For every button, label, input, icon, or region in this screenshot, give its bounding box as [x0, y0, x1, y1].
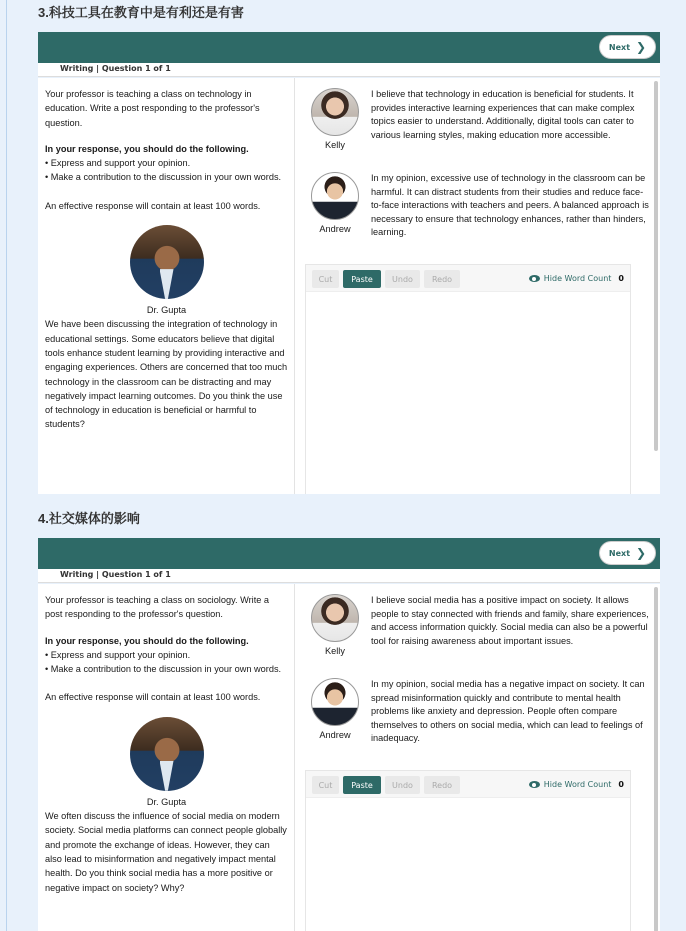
question-panel: [38, 584, 660, 931]
professor-avatar: [130, 717, 204, 791]
avatar: [311, 594, 359, 642]
word-count-toggle[interactable]: [529, 780, 624, 789]
paste-button[interactable]: Paste: [343, 270, 381, 288]
response-editor[interactable]: [305, 264, 631, 494]
header-bar: [38, 32, 660, 63]
question-subheader: [38, 63, 660, 77]
professor-question: We often discuss the influence of social media on modern society. Social media platforms can connect people globally and promote the exchange of ideas. However, they can also lead to misinformation and negatively impact mental health. Do you think social media has a more positive or negative impact on society? Why?: [45, 811, 287, 893]
post-text: In my opinion, social media has a negative impact on society. It can spread misinformation quickly and contribute to mental health problems like anxiety and depression. People often compare themselves to others on social media, which can lead to feelings of inadequacy.: [371, 679, 645, 743]
instructions-heading: In your response, you should do the following.: [45, 635, 249, 646]
student-post: [309, 678, 649, 746]
next-button[interactable]: [599, 541, 656, 565]
redo-button[interactable]: Redo: [424, 776, 460, 794]
student-name: Andrew: [319, 224, 351, 234]
student-name: Andrew: [319, 730, 351, 740]
student-post: [309, 172, 649, 240]
professor-name: Dr. Gupta: [146, 305, 187, 316]
cut-button[interactable]: Cut: [312, 776, 339, 794]
instructions-heading: In your response, you should do the following.: [45, 143, 249, 154]
eye-icon: [529, 275, 540, 282]
word-count-label: Hide Word Count: [543, 274, 612, 283]
section-title: 3.科技工具在教育中是有利还是有害: [38, 5, 244, 20]
word-count-value: 0: [618, 780, 624, 789]
header-bar: [38, 538, 660, 569]
student-post: [309, 594, 649, 656]
word-requirement: An effective response will contain at least 100 words.: [45, 200, 261, 211]
cut-button[interactable]: Cut: [312, 270, 339, 288]
instruction-item: • Express and support your opinion.: [45, 649, 191, 660]
prompt-intro: Your professor is teaching a class on sociology. Write a post responding to the professor's question.: [45, 595, 270, 620]
next-button-label: Next: [608, 548, 631, 558]
response-editor[interactable]: [305, 770, 631, 931]
instruction-item: • Express and support your opinion.: [45, 158, 191, 169]
paste-button[interactable]: Paste: [343, 776, 381, 794]
discussion-column: [305, 78, 660, 494]
word-count-toggle[interactable]: [529, 274, 624, 283]
word-count-label: Hide Word Count: [543, 780, 612, 789]
editor-toolbar: [306, 771, 630, 798]
section-title: 4.社交媒体的影响: [38, 511, 140, 526]
prompt-column: [38, 584, 295, 931]
student-name: Kelly: [325, 140, 345, 150]
scrollbar[interactable]: [654, 81, 658, 451]
chevron-right-icon: ❯: [636, 546, 647, 560]
question-panel: [38, 78, 660, 494]
editor-toolbar: [306, 265, 630, 292]
post-text: I believe that technology in education is beneficial for students. It provides interactive learning experiences that can make complex topics easier to understand. Additionally, digital tools can cater to various learning styles, making education more accessible.: [371, 89, 635, 140]
instruction-item: • Make a contribution to the discussion in your own words.: [45, 172, 282, 183]
next-button-label: Next: [608, 42, 631, 52]
word-requirement: An effective response will contain at least 100 words.: [45, 692, 261, 703]
next-button[interactable]: [599, 35, 656, 59]
redo-button[interactable]: Redo: [424, 270, 460, 288]
scrollbar[interactable]: [654, 587, 658, 931]
instructions-list: [45, 648, 288, 677]
discussion-column: [305, 584, 660, 931]
chevron-right-icon: ❯: [636, 40, 647, 54]
post-text: I believe social media has a positive impact on society. It allows people to stay connected with friends and family, share experiences, and access information quickly. Social media can also be a powerful tool for raising awareness about important issues.: [371, 595, 649, 646]
professor-avatar: [130, 225, 204, 299]
undo-button[interactable]: Undo: [385, 270, 420, 288]
question-label: Writing | Question 1 of 1: [60, 570, 171, 579]
page-left-rule: [6, 0, 7, 931]
word-count-value: 0: [618, 274, 624, 283]
avatar: [311, 678, 359, 726]
avatar: [311, 88, 359, 136]
avatar: [311, 172, 359, 220]
student-post: [309, 88, 649, 150]
post-text: In my opinion, excessive use of technology in the classroom can be harmful. It can distract students from their studies and reduce face-to-face interactions with teachers and peers. A balanced approach is necessary to ensure that technology enhances, rather than hinders, learning.: [371, 173, 649, 237]
instruction-item: • Make a contribution to the discussion in your own words.: [45, 664, 282, 675]
prompt-intro: Your professor is teaching a class on technology in education. Write a post responding to the professor's question.: [45, 89, 260, 128]
question-label: Writing | Question 1 of 1: [60, 64, 171, 73]
eye-icon: [529, 781, 540, 788]
student-name: Kelly: [325, 646, 345, 656]
prompt-column: [38, 78, 295, 494]
undo-button[interactable]: Undo: [385, 776, 420, 794]
professor-name: Dr. Gupta: [146, 796, 187, 807]
professor-question: We have been discussing the integration of technology in educational settings. Some educators believe that digital tools enhance student learning by providing interactive and engaging experiences. Others are concerned that too much technology in the classroom can be distracting and may negatively impact learning outcomes. Do you think the use of technology in education is beneficial or harmful to students?: [45, 319, 288, 430]
instructions-list: [45, 156, 288, 185]
question-subheader: [38, 569, 660, 583]
